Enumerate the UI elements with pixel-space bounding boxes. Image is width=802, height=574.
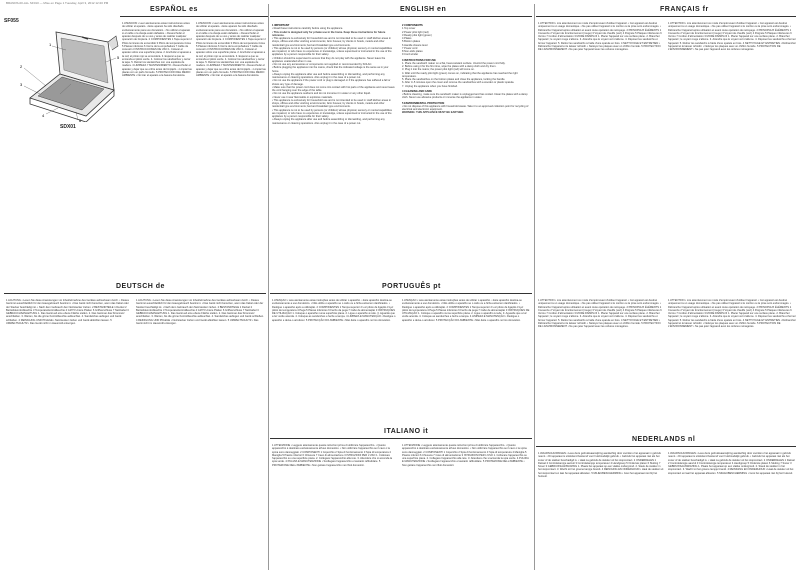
text-column-en-1 (272, 22, 396, 278)
component-item: 7 Power cord (402, 46, 418, 50)
text-column-it-2: 1 ATTENZIONE • Leggere attentamente queste istruzioni prima di utilizzare l'apparecchio. • Questo apparecchio è destinato esclusivamente all'uso domestico. • Non utilizzare l'apparecchio se il cavo o la spina sono danneggiati. 2 COMPONENTI 1 Coperchio 2 Spia di funzionamento 3 Spia di temperatura 4 Maniglia 5 Piastre inferiori 6 Chiusura 7 Cavo di alimentazione 3 ISTRUZIONI PER L'USO 1. Collocare l'apparecchio su una superficie piana. 2. Collegare l'apparecchio alla rete. 3. Attendere che si accenda la spia verde. 4 PULIZIA E MANUTENZIONE • Scollegare l'apparecchio e lasciarlo raffreddare. 5 PROTEZIONE DELL'AMBIENTE • Non gettare l'apparecchio nei rifiuti domestici. (402, 444, 529, 467)
text-column-de-2: 1 ACHTUNG • Lesen Sie diese Anweisungen vor Inbetriebnahme des Gerätes aufmerksam durch. • Dieses Gerät ist ausschließlich für den Hausgebrauch bestimmt. • Das Gerät nicht benutzen, wenn das Kabel oder der Stecker beschädigt ist. • Nach dem Gebrauch den Netzstecker ziehen. 2 BESTANDTEILE 1 Deckel 2 Betriebskontrollleuchte 3 Temperaturkontrollleuchte 4 Griff 5 Untere Platten 6 Griffverschluss 7 Netzkabel 3 GEBRAUCHSANLEITUNG 1. Das Gerät auf eine ebene Fläche stellen. 2. Das Gerät an das Stromnetz anschließen. 3. Warten, bis die grüne Kontrollleuchte aufleuchtet. 4. Sandwiches auflegen und Gerät schließen. 4 REINIGUNG UND PFLEGE • Netzstecker ziehen und Gerät abkühlen lassen. 5 UMWELTSCHUTZ • Das Gerät nicht im Hausmüll entsorgen. (136, 299, 264, 325)
text-column-en-2 (402, 22, 530, 278)
instruction-step: 1. Place the sandwich maker on a flat, heat-resistant surface. Unwind the power cord fully. (402, 61, 506, 65)
text-column-it-1: 1 ATTENZIONE • Leggere attentamente queste istruzioni prima di utilizzare l'apparecchio. • Questo apparecchio è destinato esclusivamente all'uso domestico. • Non utilizzare l'apparecchio se il cavo o la spina sono danneggiati. 2 COMPONENTI 1 Coperchio 2 Spia di funzionamento 3 Spia di temperatura 4 Maniglia 5 Piastre inferiori 6 Chiusura 7 Cavo di alimentazione 3 ISTRUZIONI PER L'USO 1. Collocare l'apparecchio su una superficie piana. 2. Collegare l'apparecchio alla rete. 3. Attendere che si accenda la spia verde. 4 PULIZIA E MANUTENZIONE • Scollegare l'apparecchio e lasciarlo raffreddare. 5 PROTEZIONE DELL'AMBIENTE • Non gettare l'apparecchio nei rifiuti domestici. (272, 444, 393, 467)
paragraph: • Read these instructions carefully before using the appliance. (272, 27, 343, 31)
heading-cleaning: 4 CLEANING AND CARE (402, 89, 433, 93)
instruction-step: 6. After 3–5 minutes open the cover and remove the sandwiches with a wooden or plastic spatula. (402, 81, 515, 85)
text-column-fr-4: 1 ATTENTION • Lire attentivement ce mode d'emploi avant d'utiliser l'appareil. • Cet appareil est destiné uniquement à un usage domestique. • Ne pas utiliser l'appareil si le cordon ou la prise sont endommagés. • Débrancher l'appareil après utilisation et avant toute opération de nettoyage. 2 PRINCIPAUX ÉLÉMENTS 1 Couvercle 2 Voyant de fonctionnement (rouge) 3 Voyant de chauffe (vert) 4 Poignée 5 Plaques inférieures 6 Verrou 7 Cordon d'alimentation 3 MODE D'EMPLOI 1. Placer l'appareil sur une surface plane. 2. Brancher l'appareil ; le voyant rouge s'allume. 3. Attendre que le voyant vert s'allume. 4. Déposer les sandwichs et fermer l'appareil. 5. Retirer les sandwichs à l'aide d'une spatule en bois. 4 NETTOYAGE ET ENTRETIEN • Débrancher l'appareil et le laisser refroidir. • Nettoyer les plaques avec un chiffon humide. 5 PROTECTION DE L'ENVIRONNEMENT • Ne pas jeter l'appareil avec les ordures ménagères. (668, 299, 796, 328)
paragraph: • This appliance is not to be used by persons (or children) whose physical, sensory or mental capabilities are impaired, or who have no experience or knowledge, unless supervised or instructed in the use of the appliance by a person responsible for their safety. (272, 46, 392, 57)
callout-5: 5 (117, 55, 120, 60)
section-title-deutsch: DEUTSCH de (116, 283, 165, 290)
component-item: 9 Cord winder (402, 53, 419, 57)
component-item: 6 Handle closure lever (402, 43, 428, 47)
text-column-nl-2: 1 WAARSCHUWINGEN • Lees deze gebruiksaanwijzing aandachtig door voordat u het apparaat in gebruik neemt. • Dit apparaat is uitsluitend bestemd voor huishoudelijk gebruik. • Gebruik het apparaat niet als het snoer of de stekker beschadigd is. • Haal na gebruik de stekker uit het stopcontact. 2 ONDERDELEN 1 Deksel 2 Controlelampje aan/uit 3 Controlelampje temperatuur 4 Handgreep 5 Onderste platen 6 Sluiting 7 Snoer 3 GEBRUIKSAANWIJZING 1. Plaats het apparaat op een vlakke ondergrond. 2. Steek de stekker in het stopcontact. 3. Wacht tot het groene lampje brandt. 4 REINIGING EN ONDERHOUD • Haal de stekker uit het stopcontact en laat het apparaat afkoelen. 5 MILIEUBESCHERMING • Gooi het apparaat niet bij het huisvuil. (668, 452, 795, 475)
paragraph: • Always unplug the appliance after use and before assembling or dismantling, and performing any maintenance or cleaning operations. Also unplug it in the case of a power cut. (272, 72, 385, 79)
text-column-pt-2: 1 ATENÇÃO • Leia atentamente estas instruções antes de utilizar o aparelho. • Este aparelho destina-se exclusivamente a uso doméstico. • Não utilize o aparelho se o cabo ou a ficha estiverem danificados. • Desligue o aparelho após a utilização. 2 COMPONENTES 1 Tampa superior 2 Luz piloto de ligação 3 Luz piloto de temperatura 4 Pega 5 Placas inferiores 6 Fecho da pega 7 Cabo de alimentação 3 INSTRUÇÕES DE UTILIZAÇÃO 1. Coloque o aparelho numa superfície plana. 2. Ligue o aparelho à rede. 3. Aguarde que a luz verde acenda. 4. Coloque as sanduíches e feche a tampa. 4 LIMPEZA E MANUTENÇÃO • Desligue o aparelho e deixe-o arrefecer. 5 PROTECÇÃO DO AMBIENTE • Não deite o aparelho no lixo doméstico. (402, 299, 530, 322)
callout-6: 6 (79, 118, 82, 122)
section-rule (270, 16, 532, 17)
paragraph: • Children should be supervised to ensure that they do not play with the appliance. Never leave the appliance unattended when in use. (272, 56, 386, 63)
component-item: 4 Plates (402, 37, 412, 40)
paragraph: • Before cleaning, make sure the sandwich maker is unplugged and has cooled. Clean the plates with a damp cloth. Never use abrasive products or immerse the appliance in water. (402, 93, 528, 100)
section-title-english: ENGLISH en (400, 6, 447, 13)
text-column-es-1: 1 ATENCIÓN • Leer atentamente estas instrucciones antes de utilizar el aparato. • Este aparato ha sido diseñado exclusivamente para uso doméstico. • No utilizar el aparato si el cable o la clavija están dañados. • Desenchufar el aparato después de su uso y antes de realizar cualquier operación de limpieza. 2 COMPONENTES 1 Tapa superior 2 Piloto luminoso de encendido 3 Piloto de temperatura 4 Asa 5 Placas inferiores 6 Cierre de la empuñadura 7 Cable de conexión 3 INSTRUCCIONES DE USO 1. Colocar el aparato sobre una superficie plana. 2. Enchufar el aparato a la red; el piloto rojo se encenderá. 3. Esperar a que se encienda el piloto verde. 4. Colocar los sándwiches y cerrar la tapa. 5. Retirar los sándwiches con una espátula de madera. 4 LIMPIEZA Y MANTENIMIENTO • Desenchufar el aparato y dejar que se enfríe antes de limpiarlo. • Limpiar las placas con un paño húmedo. 5 PROTECCIÓN DEL MEDIO AMBIENTE • No tirar el aparato a la basura doméstica. (122, 22, 192, 77)
section-rule (120, 16, 268, 17)
heading-important: 1 IMPORTANT (272, 24, 290, 27)
section-rule (536, 446, 796, 447)
sandwich-maker-illustration (16, 28, 120, 122)
paragraph: • Do not use the appliance outdoors and do not immerse it in water or any other liquid. (272, 92, 371, 96)
paragraph: • This appliance is not to be used by persons (or children) whose physical, sensory or mental capabilities are impaired, or who have no experience or knowledge, unless supervised or instructed in the use of the appliance by a person responsible for their safety. (272, 108, 392, 118)
text-column-nl-1: 1 WAARSCHUWINGEN • Lees deze gebruiksaanwijzing aandachtig door voordat u het apparaat in gebruik neemt. • Dit apparaat is uitsluitend bestemd voor huishoudelijk gebruik. • Gebruik het apparaat niet als het snoer of de stekker beschadigd is. • Haal na gebruik de stekker uit het stopcontact. 2 ONDERDELEN 1 Deksel 2 Controlelampje aan/uit 3 Controlelampje temperatuur 4 Handgreep 5 Onderste platen 6 Sluiting 7 Snoer 3 GEBRUIKSAANWIJZING 1. Plaats het apparaat op een vlakke ondergrond. 2. Steek de stekker in het stopcontact. 3. Wacht tot het groene lampje brandt. 4 REINIGING EN ONDERHOUD • Haal de stekker uit het stopcontact en laat het apparaat afkoelen. 5 MILIEUBESCHERMING • Gooi het apparaat niet bij het huisvuil. (538, 452, 664, 478)
text-column-fr-2: 1 ATTENTION • Lire attentivement ce mode d'emploi avant d'utiliser l'appareil. • Cet appareil est destiné uniquement à un usage domestique. • Ne pas utiliser l'appareil si le cordon ou la prise sont endommagés. • Débrancher l'appareil après utilisation et avant toute opération de nettoyage. 2 PRINCIPAUX ÉLÉMENTS 1 Couvercle 2 Voyant de fonctionnement (rouge) 3 Voyant de chauffe (vert) 4 Poignée 5 Plaques inférieures 6 Verrou 7 Cordon d'alimentation 3 MODE D'EMPLOI 1. Placer l'appareil sur une surface plane. 2. Brancher l'appareil ; le voyant rouge s'allume. 3. Attendre que le voyant vert s'allume. 4. Déposer les sandwichs et fermer l'appareil. 5. Retirer les sandwichs à l'aide d'une spatule en bois. 4 NETTOYAGE ET ENTRETIEN • Débrancher l'appareil et le laisser refroidir. • Nettoyer les plaques avec un chiffon humide. 5 PROTECTION DE L'ENVIRONNEMENT • Ne pas jeter l'appareil avec les ordures ménagères. (668, 22, 796, 51)
section-rule (270, 438, 532, 439)
component-item: 2 Power pilot light (red) (402, 30, 429, 34)
instruction-step: 5. Place the sandwiches on the bottom plates and close the appliance, locking the handle. (402, 78, 506, 81)
callout-4: 4 (42, 113, 45, 118)
heading-components: 2 COMPONENTS (402, 24, 423, 27)
instruction-step: 3. Plug it into the mains; the power pilot light (red) will come on. (402, 68, 475, 72)
instruction-step: 2. Before using it for the first time, wipe the plates with a damp cloth and dry them. (402, 65, 497, 68)
text-column-es-2: 1 ATENCIÓN • Leer atentamente estas instrucciones antes de utilizar el aparato. • Este aparato ha sido diseñado exclusivamente para uso doméstico. • No utilizar el aparato si el cable o la clavija están dañados. • Desenchufar el aparato después de su uso y antes de realizar cualquier operación de limpieza. 2 COMPONENTES 1 Tapa superior 2 Piloto luminoso de encendido 3 Piloto de temperatura 4 Asa 5 Placas inferiores 6 Cierre de la empuñadura 7 Cable de conexión 3 INSTRUCCIONES DE USO 1. Colocar el aparato sobre una superficie plana. 2. Enchufar el aparato a la red; el piloto rojo se encenderá. 3. Esperar a que se encienda el piloto verde. 4. Colocar los sándwiches y cerrar la tapa. 5. Retirar los sándwiches con una espátula de madera. 4 LIMPIEZA Y MANTENIMIENTO • Desenchufar el aparato y dejar que se enfríe antes de limpiarlo. • Limpiar las placas con un paño húmedo. 5 PROTECCIÓN DEL MEDIO AMBIENTE • No tirar el aparato a la basura doméstica. (196, 22, 266, 77)
callout-3: 3 (20, 82, 23, 87)
paragraph: • Before plugging the appliance into the mains, check that the indicated voltage is the same as in your home. (272, 66, 389, 73)
section-title-portugues: PORTUGUÊS pt (382, 283, 441, 290)
paragraph: • Always unplug the appliance after use and before assembling or dismantling, and performing any maintenance or cleaning operations. Also unplug it in the case of a power cut. (272, 118, 385, 125)
paragraph: • Make sure that the power cord does not come into contact with hot parts of the appliance and never leave the cord hanging over the edge of the table. (272, 85, 395, 92)
earth-warning: WARNING: THIS APPLIANCE MUST BE EARTHED. (402, 111, 465, 115)
section-title-italiano: ITALIANO it (384, 428, 429, 435)
section-title-espanol: ESPAÑOL es (150, 6, 198, 13)
text-column-pt-1: 1 ATENÇÃO • Leia atentamente estas instruções antes de utilizar o aparelho. • Este aparelho destina-se exclusivamente a uso doméstico. • Não utilize o aparelho se o cabo ou a ficha estiverem danificados. • Desligue o aparelho após a utilização. 2 COMPONENTES 1 Tampa superior 2 Luz piloto de ligação 3 Luz piloto de temperatura 4 Pega 5 Placas inferiores 6 Fecho da pega 7 Cabo de alimentação 3 INSTRUÇÕES DE UTILIZAÇÃO 1. Coloque o aparelho numa superfície plana. 2. Ligue o aparelho à rede. 3. Aguarde que a luz verde acenda. 4. Coloque as sanduíches e feche a tampa. 4 LIMPEZA E MANUTENÇÃO • Desligue o aparelho e deixe-o arrefecer. 5 PROTECÇÃO DO AMBIENTE • Não deite o aparelho no lixo doméstico. (272, 299, 396, 322)
component-item: 5 Bottom plates (402, 40, 421, 44)
column-divider (534, 4, 535, 570)
text-column-fr-3: 1 ATTENTION • Lire attentivement ce mode d'emploi avant d'utiliser l'appareil. • Cet appareil est destiné uniquement à un usage domestique. • Ne pas utiliser l'appareil si le cordon ou la prise sont endommagés. • Débrancher l'appareil après utilisation et avant toute opération de nettoyage. 2 PRINCIPAUX ÉLÉMENTS 1 Couvercle 2 Voyant de fonctionnement (rouge) 3 Voyant de chauffe (vert) 4 Poignée 5 Plaques inférieures 6 Verrou 7 Cordon d'alimentation 3 MODE D'EMPLOI 1. Placer l'appareil sur une surface plane. 2. Brancher l'appareil ; le voyant rouge s'allume. 3. Attendre que le voyant vert s'allume. 4. Déposer les sandwichs et fermer l'appareil. 5. Retirer les sandwichs à l'aide d'une spatule en bois. 4 NETTOYAGE ET ENTRETIEN • Débrancher l'appareil et le laisser refroidir. • Nettoyer les plaques avec un chiffon humide. 5 PROTECTION DE L'ENVIRONNEMENT • Ne pas jeter l'appareil avec les ordures ménagères. (538, 299, 662, 328)
paragraph: • Do not use any accessories or components not supplied or recommended by SOLAC. (272, 63, 373, 66)
paragraph: • Never use it near flammable or explosive materials. (272, 95, 333, 99)
paragraph: • This appliance is exclusively for household use and is not intended to be used in: staff kitchen areas in shops, offices and other working environments; farm houses; by clients in hotels, motels and other residential type environments; bed and breakfast type environments. (272, 98, 391, 109)
column-divider (268, 4, 269, 570)
model-code-secondary: SDX01 (60, 124, 76, 130)
text-column-de-1: 1 ACHTUNG • Lesen Sie diese Anweisungen vor Inbetriebnahme des Gerätes aufmerksam durch. • Dieses Gerät ist ausschließlich für den Hausgebrauch bestimmt. • Das Gerät nicht benutzen, wenn das Kabel oder der Stecker beschädigt ist. • Nach dem Gebrauch den Netzstecker ziehen. 2 BESTANDTEILE 1 Deckel 2 Betriebskontrollleuchte 3 Temperaturkontrollleuchte 4 Griff 5 Untere Platten 6 Griffverschluss 7 Netzkabel 3 GEBRAUCHSANLEITUNG 1. Das Gerät auf eine ebene Fläche stellen. 2. Das Gerät an das Stromnetz anschließen. 3. Warten, bis die grüne Kontrollleuchte aufleuchtet. 4. Sandwiches auflegen und Gerät schließen. 4 REINIGUNG UND PFLEGE • Netzstecker ziehen und Gerät abkühlen lassen. 5 UMWELTSCHUTZ • Das Gerät nicht im Hausmüll entsorgen. (6, 299, 129, 325)
instruction-step: 7. Unplug the appliance when you have finished. (402, 84, 458, 88)
callout-2: 2 (20, 64, 23, 69)
component-item: 8 Non-stick plates (402, 50, 423, 53)
instruction-step: 4. Wait until the ready pilot light (green) comes on, indicating that the appliance has reached the right temperature. (402, 71, 518, 78)
paragraph: • Do not use the appliance if the power cord or plug is damaged or if the appliance has suffered a fall or shows any type of damage. (272, 79, 391, 86)
sandwich-maker-drawing (16, 28, 120, 122)
heading-instructions: 3 INSTRUCTIONS FOR USE (402, 58, 436, 62)
paragraph: • This model is designed only for private use in the home. Keep these instructions for future reference. (272, 30, 386, 37)
print-metadata: BRANDS-00-ALL SF010 — Mise en Page 1 Tuesday, April 3, 2012 12:20 PM (6, 1, 109, 5)
section-rule (536, 16, 796, 17)
text-column-fr-1: 1 ATTENTION • Lire attentivement ce mode d'emploi avant d'utiliser l'appareil. • Cet appareil est destiné uniquement à un usage domestique. • Ne pas utiliser l'appareil si le cordon ou la prise sont endommagés. • Débrancher l'appareil après utilisation et avant toute opération de nettoyage. 2 PRINCIPAUX ÉLÉMENTS 1 Couvercle 2 Voyant de fonctionnement (rouge) 3 Voyant de chauffe (vert) 4 Poignée 5 Plaques inférieures 6 Verrou 7 Cordon d'alimentation 3 MODE D'EMPLOI 1. Placer l'appareil sur une surface plane. 2. Brancher l'appareil ; le voyant rouge s'allume. 3. Attendre que le voyant vert s'allume. 4. Déposer les sandwichs et fermer l'appareil. 5. Retirer les sandwichs à l'aide d'une spatule en bois. 4 NETTOYAGE ET ENTRETIEN • Débrancher l'appareil et le laisser refroidir. • Nettoyer les plaques avec un chiffon humide. 5 PROTECTION DE L'ENVIRONNEMENT • Ne pas jeter l'appareil avec les ordures ménagères. (538, 22, 662, 51)
handle (108, 36, 118, 50)
callout-1: 1 (49, 42, 52, 47)
paragraph: • Do not dispose of this appliance with household waste. Take it to an approved collection point for recycling of electrical and electronic equipment. (402, 104, 529, 111)
section-rule (4, 293, 266, 294)
section-title-nederlands: NEDERLANDS nl (632, 436, 696, 443)
component-item: 3 Ready pilot light (green) (402, 33, 432, 37)
model-code: SF055 (4, 18, 19, 24)
section-title-francais: FRANÇAIS fr (660, 6, 709, 13)
heading-environment: 5 ENVIRONMENTAL PROTECTION (402, 101, 445, 105)
component-item: 1 Top cover (402, 27, 416, 31)
paragraph: • This appliance is exclusively for household use and is not intended to be used in: staff kitchen areas in shops, offices and other working environments; farm houses; by clients in hotels, motels and other residential type environments; bed and breakfast type environments. (272, 37, 391, 47)
section-rule (270, 293, 532, 294)
